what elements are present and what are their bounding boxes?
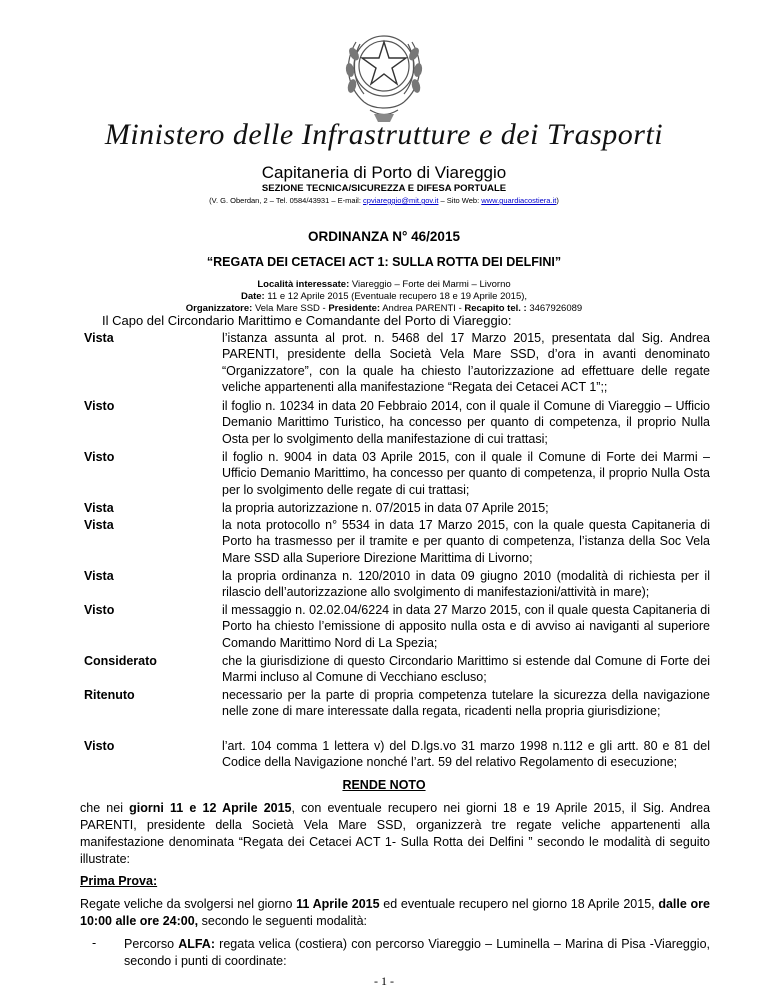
clause-text: il foglio n. 9004 in data 03 Aprile 2015, con il quale il Comune di Forte dei Marmi – Ufficio Demanio Marittimo, ha concesso per quanto di competenza, il proprio Nulla Osta per lo svolgimento delle regate di cui trattasi; (222, 450, 710, 497)
intro-line: Il Capo del Circondario Marittimo e Comandante del Porto di Viareggio: (102, 313, 512, 328)
clause-text: l’art. 104 comma 1 lettera v) del D.lgs.vo 31 marzo 1998 n.112 e gli artt. 80 e 81 del Codice della Navigazione nonché l’art. 59 del relativo Regolamento di esecuzione; (222, 739, 710, 770)
clause-text: la propria ordinanza n. 120/2010 in data 09 giugno 2010 (modalità di richiesta per il rilascio dell’autorizzazione allo svolgimento di manifestazioni/attività in mare); (222, 569, 710, 600)
clause-text: che la giurisdizione di questo Circondario Marittimo si estende dal Comune di Forte dei Marmi incluso al Comune di Vecchiano escluso; (222, 654, 710, 685)
percorso-alfa-item: Percorso ALFA: regata velica (costiera) con percorso Viareggio – Luminella – Marina di Pisa -Viareggio, secondo i punti di coordinate: (124, 937, 710, 968)
body-paragraph-2: Regate veliche da svolgersi nel giorno 11 Aprile 2015 ed eventuale recupero nel giorno 18 Aprile 2015, dalle ore 10:00 alle ore 24:00, secondo le seguenti modalità: (80, 897, 710, 928)
website-link[interactable]: www.guardiacostiera.it (481, 196, 557, 205)
clause-label: Visto (84, 450, 115, 464)
regata-title: “REGATA DEI CETACEI ACT 1: SULLA ROTTA DEI DELFINI” (206, 255, 562, 269)
clause-label: Considerato (84, 654, 157, 668)
clause-label: Vista (84, 518, 114, 532)
clause-label: Vista (84, 569, 114, 583)
clause-text: necessario per la parte di propria competenza tutelare la sicurezza della navigazione nelle zone di mare interessate dalla regata, ricadenti nella propria giurisdizione; (222, 688, 710, 719)
prima-prova-heading: Prima Prova: (80, 874, 158, 888)
localita-line: Località interessate: Viareggio – Forte dei Marmi – Livorno (257, 279, 511, 290)
address-line: (V. G. Oberdan, 2 – Tel. 0584/43931 – E-mail: cpviareggio@mit.gov.it – Sito Web: www.guardiacostiera.it) (209, 196, 559, 205)
clause-text: il messaggio n. 02.02.04/6224 in data 27 Marzo 2015, con il quale questa Capitaneria di Porto ha chiesto l’emissione di apposito nulla osta e di avviso ai naviganti al superiore Comando Marittimo Nord di La Spezia; (222, 603, 710, 650)
date-line: Date: 11 e 12 Aprile 2015 (Eventuale recupero 18 e 19 Aprile 2015), (240, 291, 528, 302)
clause-label: Visto (84, 739, 115, 753)
clause-label: Vista (84, 331, 114, 345)
rende-noto-heading: RENDE NOTO (342, 778, 426, 792)
clause-text: l’istanza assunta al prot. n. 5468 del 17 Marzo 2015, presentata dal Sig. Andrea PARENTI, presidente della Società Vela Mare SSD, d’ora in avanti denominato “Organizzatore”, con la quale ha chiesto l’autorizzazione ad effettuare delle regate veliche appartenenti alla manifestazione “Regata dei Cetacei ACT 1”;; (222, 331, 710, 395)
clause-label: Visto (84, 399, 115, 413)
organizer-line: Organizzatore: Vela Mare SSD - Presidente: Andrea PARENTI - Recapito tel. : 3467926089 (185, 303, 583, 314)
italian-republic-emblem (330, 14, 438, 126)
page-number: - 1 - (374, 974, 394, 988)
clause-label: Ritenuto (84, 688, 135, 702)
clause-label: Visto (84, 603, 115, 617)
ministry-title: Ministero delle Infrastrutture e dei Trasporti (104, 118, 664, 151)
list-bullet: - (92, 936, 97, 950)
email-link[interactable]: cpviareggio@mit.gov.it (363, 196, 439, 205)
body-paragraph-1: che nei giorni 11 e 12 Aprile 2015, con eventuale recupero nei giorni 18 e 19 Aprile 2015, il Sig. Andrea PARENTI, presidente della Società Vela Mare SSD, organizzerà tre regate veliche appartenenti alla manifestazione denominata “Regata dei Cetacei ACT 1- Sulla Rotta dei Delfini ” secondo le modalità di seguito illustrate: (80, 801, 711, 866)
clause-text: la nota protocollo n° 5534 in data 17 Marzo 2015, con la quale questa Capitaneria di Porto ha trasmesso per il tramite e per quanto di competenza, l’istanza della Soc Vela Mare SSD alla Superiore Direzione Marittima di Livorno; (222, 518, 710, 565)
ordinanza-number: ORDINANZA N° 46/2015 (308, 229, 460, 244)
clause-text: la propria autorizzazione n. 07/2015 in data 07 Aprile 2015; (222, 501, 549, 515)
capitaneria-name: Capitaneria di Porto di Viareggio (261, 163, 507, 182)
section-name: SEZIONE TECNICA/SICUREZZA E DIFESA PORTUALE (261, 183, 507, 194)
clause-text: il foglio n. 10234 in data 20 Febbraio 2014, con il quale il Comune di Viareggio – Ufficio Demanio Marittimo Turistico, ha concesso per quanto di competenza, il proprio Nulla Osta per lo svolgimento della manifestazione di cui trattasi; (222, 399, 710, 446)
clause-label: Vista (84, 501, 114, 515)
